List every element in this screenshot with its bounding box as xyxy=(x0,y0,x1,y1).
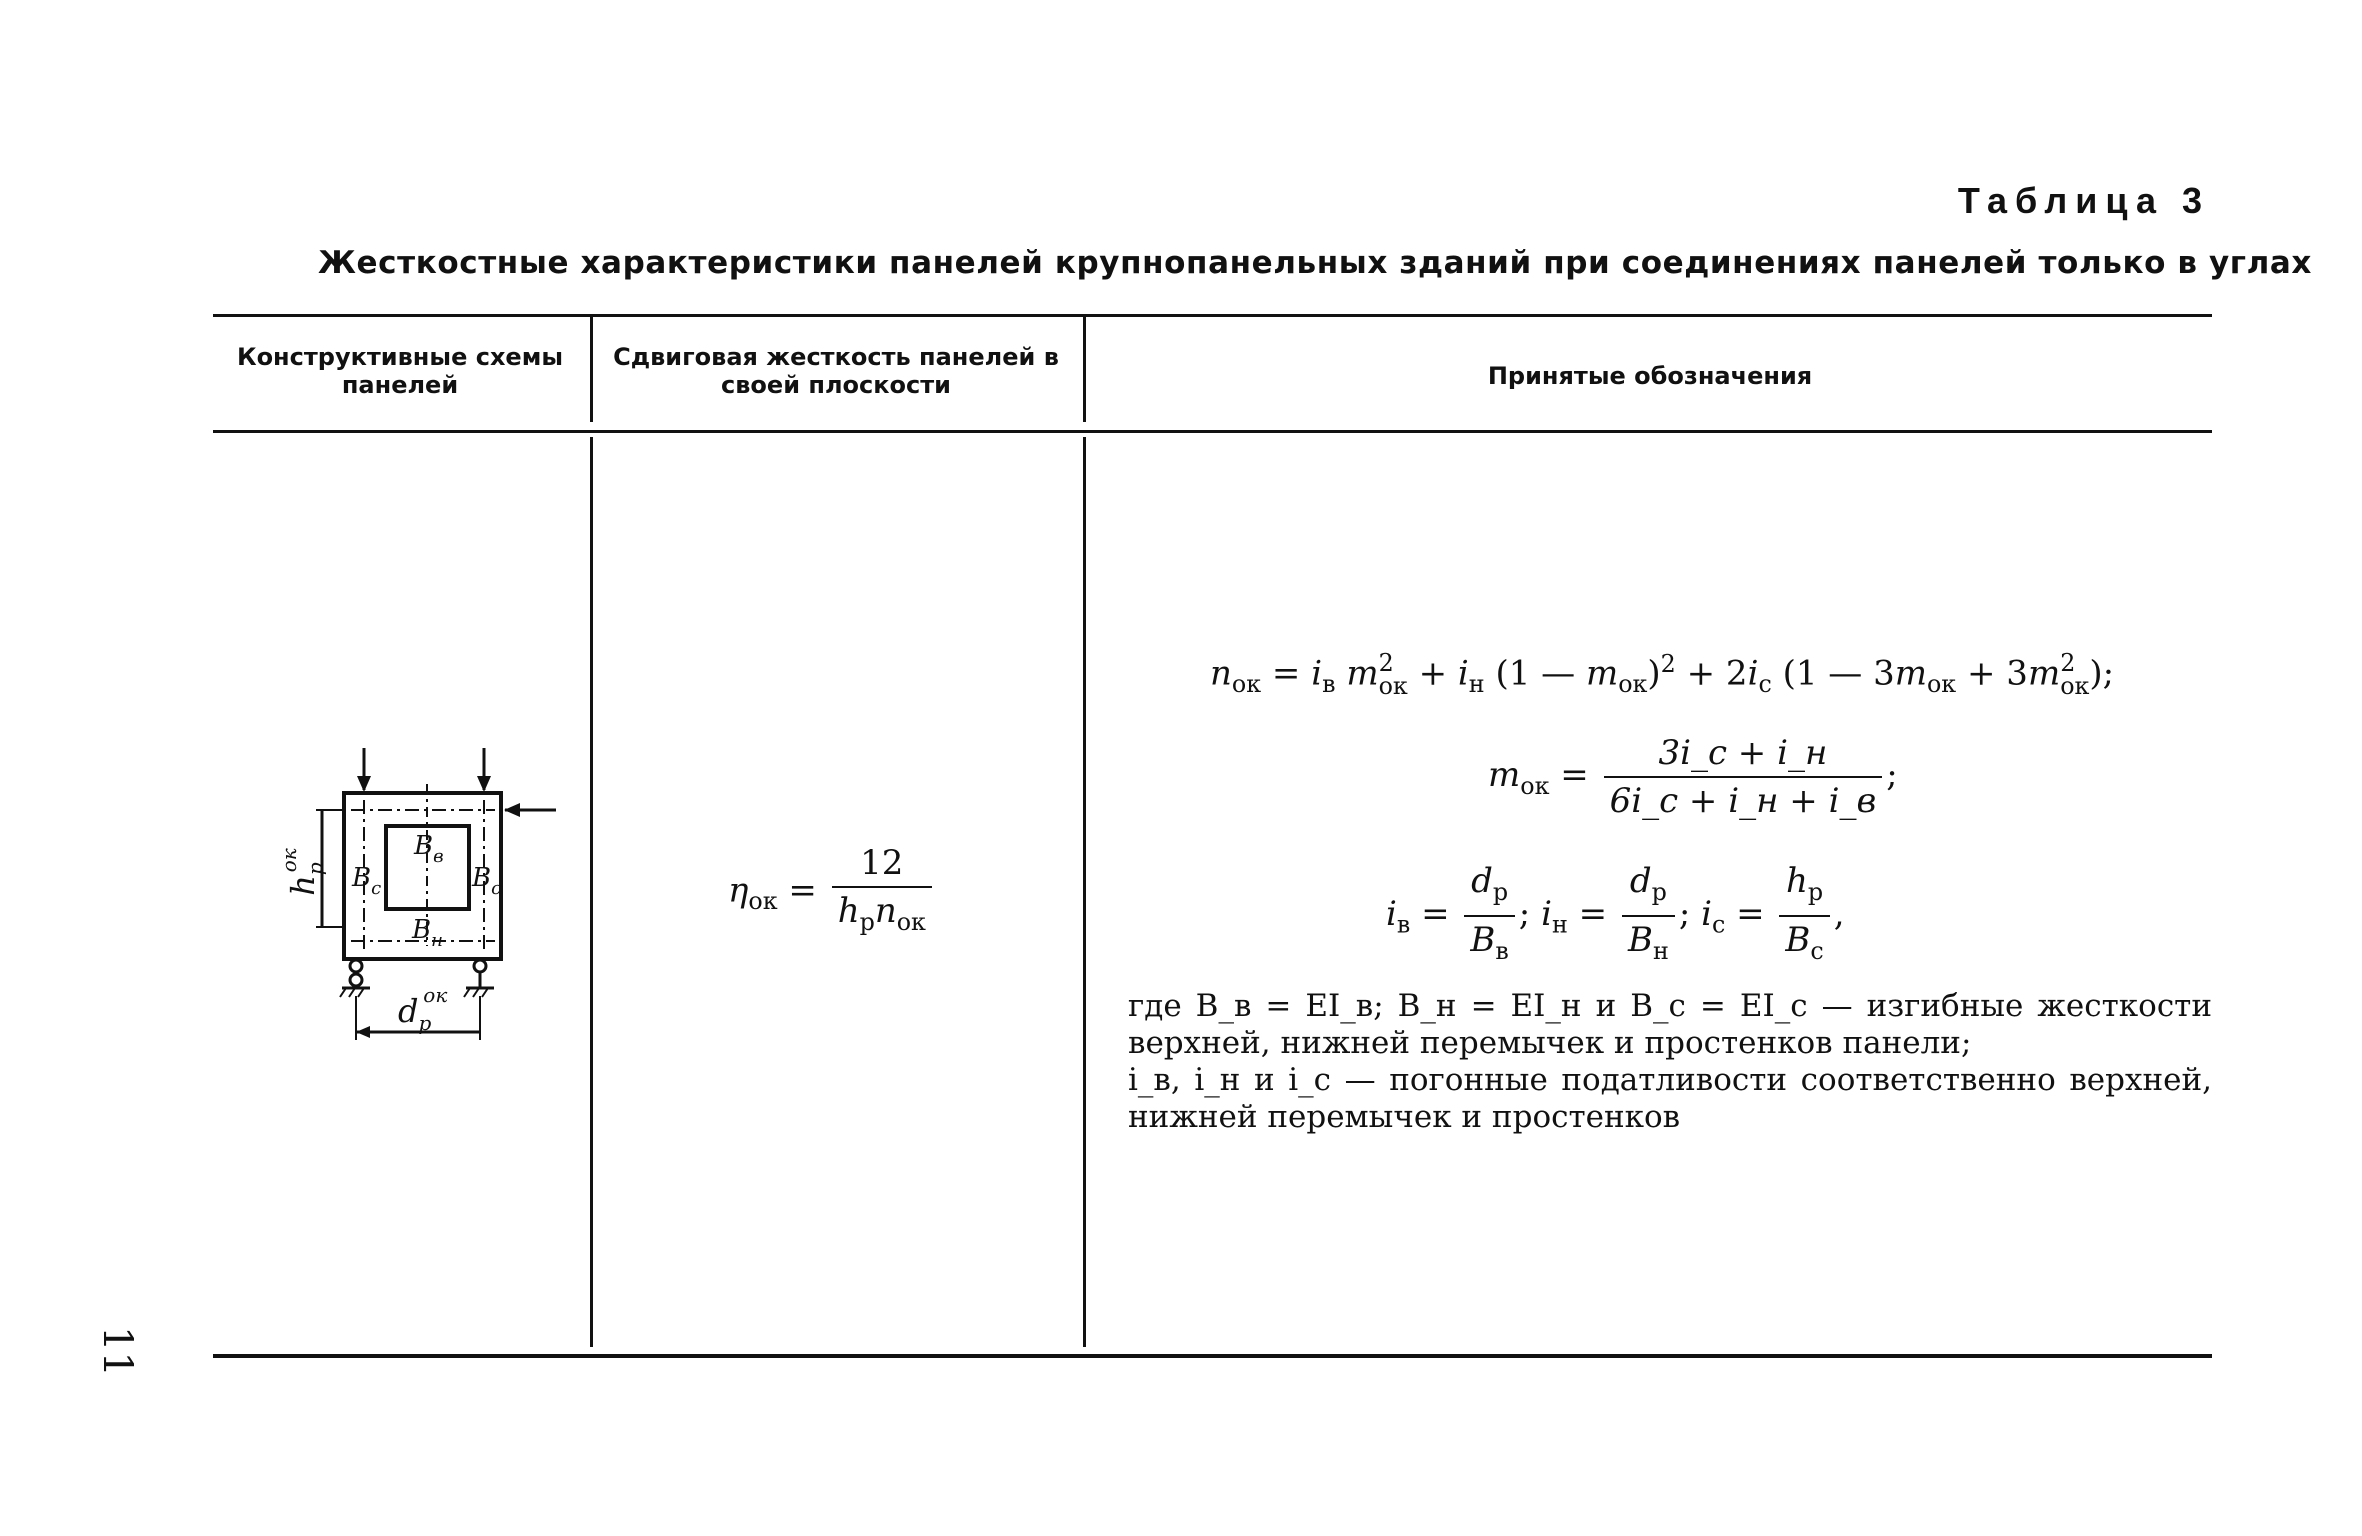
label-bv: $B_в$ xyxy=(414,831,444,867)
column-header-notation: Принятые обозначения xyxy=(1487,362,1813,390)
support-left xyxy=(350,960,362,972)
notation-explanation xyxy=(1128,988,2212,1136)
explanation-line-2: i_в, i_н и i_с — погонные податливости соответственно верхней, нижней перемычек и простенков xyxy=(1128,1062,2212,1135)
notation-formula-n: $n_{ок} = i_в$ m 2 ок + $i_н$ (1 — $m_{ок})^2 + 2i_с$ (1 — $3m_{ок} + 3m$ 2 ок ); xyxy=(1210,648,2115,701)
notation-formula-i: $i_в$ = $\frac{d_р}{B_в}$ ; $i_н$ = $\frac{d_р}{B_н}$ ; $i_с$ = $\frac{h_р}{B_с}$ , xyxy=(1386,861,1845,965)
page-number: 11 xyxy=(94,1326,140,1377)
table-title: Жесткостные характеристики панелей крупнопанельных зданий при соединениях панелей только в углах xyxy=(318,245,2313,281)
label-h: $h_рок$ xyxy=(277,848,327,896)
column-header-stiffness: Сдвиговая жесткость панелей в своей плоскости xyxy=(613,343,1059,399)
stiffness-fraction: $\frac{12}{h_рn_{ок}}$ xyxy=(832,840,932,945)
label-bc-left: $B_с$ xyxy=(352,863,382,899)
column-header-schemes: Конструктивные схемы панелей xyxy=(236,343,564,399)
m-fraction: $\frac{3i\_с + i\_н}{6i\_с + i\_н + i\_в}$ xyxy=(1604,730,1883,824)
support-right xyxy=(474,960,486,972)
label-d: $d_рок$ xyxy=(398,983,448,1035)
label-bc-right: $B_с$ xyxy=(472,863,502,899)
label-bn: $B_н$ xyxy=(412,915,443,951)
stiffness-formula: $\eta_{ок}$ = $\frac{12}{h_рn_{ок}}$ xyxy=(728,840,936,945)
notation-formula-m: $m_{ок}$ = $\frac{3i\_с + i\_н}{6i\_с + i\_н + i\_в}$ ; xyxy=(1488,730,1898,824)
table-number: Таблица 3 xyxy=(1957,180,2210,221)
explanation-line-1: где B_в = EI_в; B_н = EI_н и B_с = EI_с — изгибные жесткости верхней, нижней перемычек и простенков панели; xyxy=(1128,988,2212,1061)
